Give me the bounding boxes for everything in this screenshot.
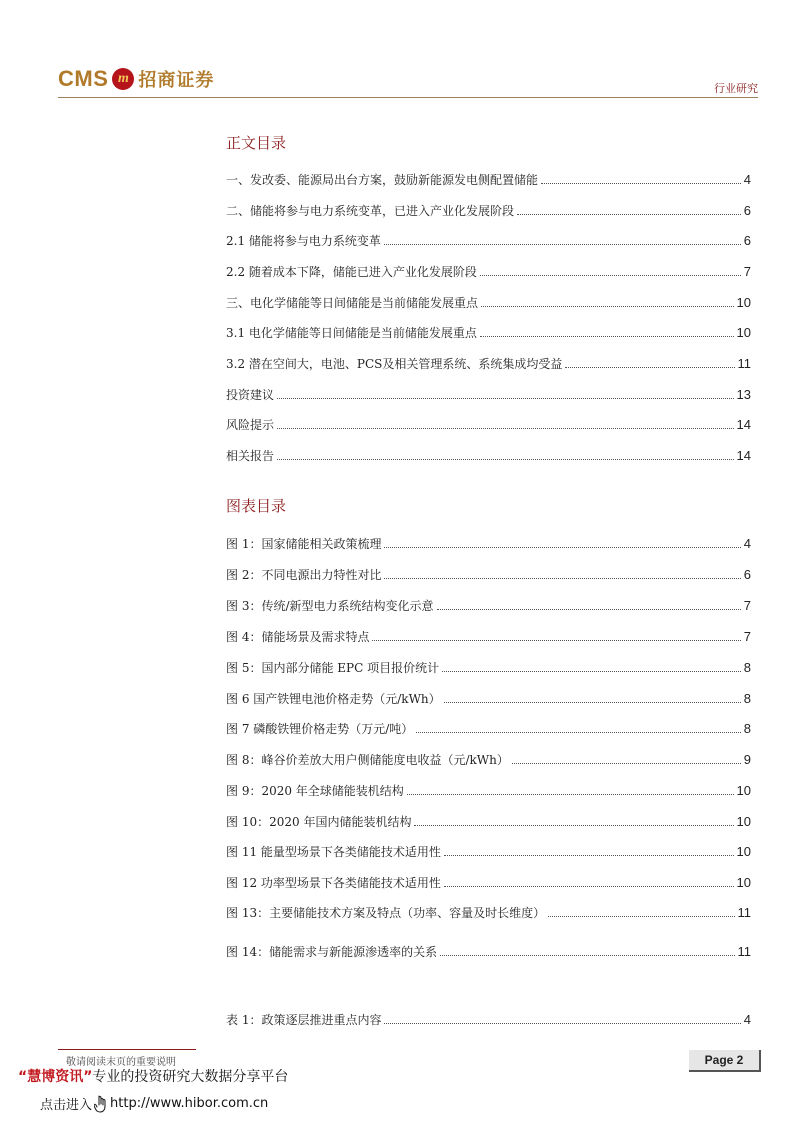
page-header [58, 60, 758, 100]
dot-leader [565, 367, 734, 368]
figure-entry-text: 图 2：不同电源出力特性对比 [226, 568, 382, 582]
figure-entry-page: 11 [737, 944, 751, 959]
toc-entry-text: 三、电化学储能等日间储能是当前储能发展重点 [226, 296, 479, 310]
figure-entry-page: 4 [743, 536, 751, 551]
table-entry[interactable] [226, 1012, 751, 1028]
dot-leader [440, 955, 734, 956]
figure-entry-page: 6 [743, 567, 751, 582]
figure-entry[interactable] [226, 752, 751, 768]
figure-entry-text: 图 7 磷酸铁锂价格走势（万元/吨） [226, 722, 414, 736]
figure-entry[interactable] [226, 660, 751, 676]
header-divider [58, 97, 758, 98]
figure-entry-page: 10 [736, 783, 751, 798]
footer-divider [58, 1049, 196, 1050]
toc-entry-page: 14 [736, 417, 751, 432]
dot-leader [277, 459, 734, 460]
toc-entry-text: 二、储能将参与电力系统变革，已进入产业化发展阶段 [226, 204, 515, 218]
dot-leader [407, 794, 734, 795]
figure-entry-page: 8 [743, 691, 751, 706]
dot-leader [444, 886, 734, 887]
figure-entry[interactable] [226, 783, 751, 799]
dot-leader [384, 547, 740, 548]
pointer-hand-icon [94, 1095, 108, 1113]
toc-entry-page: 10 [736, 325, 751, 340]
table-entry-text: 表 1：政策逐层推进重点内容 [226, 1013, 382, 1027]
figure-entry-page: 10 [736, 814, 751, 829]
dot-leader [444, 855, 734, 856]
toc-entry-text: 风险提示 [226, 418, 275, 432]
dot-leader [517, 214, 741, 215]
figure-entry-page: 10 [736, 875, 751, 890]
toc-entry[interactable] [226, 387, 751, 403]
dot-leader [442, 671, 741, 672]
banner-brand: 慧博资讯 [27, 1069, 84, 1085]
dot-leader [277, 398, 734, 399]
figure-entry[interactable] [226, 844, 751, 860]
toc-entry-page: 7 [743, 264, 751, 279]
disclaimer-note: 敬请阅读末页的重要说明 [66, 1057, 176, 1068]
toc-entry[interactable] [226, 203, 751, 219]
toc-entry-text: 一、发改委、能源局出台方案，鼓励新能源发电侧配置储能 [226, 173, 539, 187]
toc-entry-page: 6 [743, 233, 751, 248]
dot-leader [541, 183, 741, 184]
figure-entry-page: 7 [743, 598, 751, 613]
cms-logo [58, 64, 214, 94]
hibor-url-link[interactable]: http://www.hibor.com.cn [110, 1096, 269, 1111]
figure-entry[interactable] [226, 905, 751, 921]
toc-entry[interactable] [226, 448, 751, 464]
figure-entry-page: 8 [743, 721, 751, 736]
dot-leader [437, 609, 741, 610]
toc-entry-text: 投资建议 [226, 388, 275, 402]
dot-leader [277, 428, 734, 429]
figure-entry-page: 8 [743, 660, 751, 675]
logo-chinese: 招商证券 [138, 70, 215, 91]
toc-entry[interactable] [226, 417, 751, 433]
figure-entry[interactable] [226, 598, 751, 614]
dot-leader [512, 763, 741, 764]
toc-entry-page: 4 [743, 172, 751, 187]
figure-entry[interactable] [226, 536, 751, 552]
toc-entry[interactable] [226, 356, 751, 372]
dot-leader [372, 640, 740, 641]
figure-entry-text: 图 4：储能场景及需求特点 [226, 630, 370, 644]
dot-leader [384, 244, 741, 245]
toc-entry-page: 13 [736, 387, 751, 402]
figure-entry-page: 11 [737, 905, 751, 920]
figure-entry-page: 9 [743, 752, 751, 767]
toc-entry-text: 2.1 储能将参与电力系统变革 [226, 234, 381, 248]
logo-latin: CMS [58, 66, 109, 91]
click-enter-label: 点击进入 [40, 1098, 93, 1113]
toc-entry-page: 11 [737, 356, 751, 371]
report-category: 行业研究 [714, 82, 758, 95]
toc-entry-page: 10 [736, 295, 751, 310]
figure-entry-text: 图 9：2020 年全球储能装机结构 [226, 784, 404, 798]
toc-title: 正文目录 [226, 134, 287, 152]
figure-entry[interactable] [226, 629, 751, 645]
figure-entry-text: 图 14：储能需求与新能源渗透率的关系 [226, 945, 438, 959]
figure-entry[interactable] [226, 721, 751, 737]
figure-entry-text: 图 11 能量型场景下各类储能技术适用性 [226, 845, 441, 859]
figure-entry-text: 图 5：国内部分储能 EPC 项目报价统计 [226, 661, 440, 675]
dot-leader [416, 732, 740, 733]
figure-entry-text: 图 10：2020 年国内储能装机结构 [226, 815, 412, 829]
page-number: Page 2 [689, 1050, 761, 1072]
toc-entry[interactable] [226, 295, 751, 311]
banner-quote-open: “ [18, 1069, 28, 1085]
figure-entry-page: 10 [736, 844, 751, 859]
figure-entry-text: 图 12 功率型场景下各类储能技术适用性 [226, 876, 441, 890]
figure-entry[interactable] [226, 814, 751, 830]
toc-entry[interactable] [226, 325, 751, 341]
figure-entry-text: 图 3：传统/新型电力系统结构变化示意 [226, 599, 434, 613]
toc-entry-text: 3.2 潜在空间大，电池、PCS及相关管理系统、系统集成均受益 [226, 357, 563, 371]
toc-entry[interactable] [226, 233, 751, 249]
figure-entry-text: 图 13：主要储能技术方案及特点（功率、容量及时长维度） [226, 906, 546, 920]
figure-entry[interactable] [226, 567, 751, 583]
hibor-banner [18, 1066, 288, 1086]
toc-entry-text: 3.1 电化学储能等日间储能是当前储能发展重点 [226, 326, 477, 340]
figure-entry[interactable] [226, 691, 751, 707]
toc-entry-text: 2.2 随着成本下降，储能已进入产业化发展阶段 [226, 265, 477, 279]
toc-entry-page: 6 [743, 203, 751, 218]
toc-entry-page: 14 [736, 448, 751, 463]
dot-leader [414, 825, 733, 826]
dot-leader [444, 702, 741, 703]
dot-leader [384, 578, 740, 579]
table-entry-page: 4 [743, 1012, 751, 1027]
banner-slogan: 专业的投资研究大数据分享平台 [92, 1069, 289, 1085]
figure-entry-text: 图 8：峰谷价差放大用户侧储能度电收益（元/kWh） [226, 753, 509, 767]
hibor-link-row[interactable] [40, 1094, 268, 1113]
dot-leader [480, 275, 741, 276]
figure-entry[interactable] [226, 944, 751, 960]
dot-leader [384, 1023, 740, 1024]
figure-entry-page: 7 [743, 629, 751, 644]
figure-entry[interactable] [226, 875, 751, 891]
logo-mark-icon: m [112, 68, 134, 90]
toc-entry-text: 相关报告 [226, 449, 275, 463]
dot-leader [481, 306, 734, 307]
banner-quote-close: ” [83, 1069, 93, 1085]
toc-entry[interactable] [226, 264, 751, 280]
figure-entry-text: 图 1：国家储能相关政策梳理 [226, 537, 382, 551]
figure-entry-text: 图 6 国产铁锂电池价格走势（元/kWh） [226, 692, 441, 706]
figure-list-title: 图表目录 [226, 497, 287, 515]
dot-leader [548, 916, 734, 917]
toc-entry[interactable] [226, 172, 751, 188]
dot-leader [480, 336, 734, 337]
